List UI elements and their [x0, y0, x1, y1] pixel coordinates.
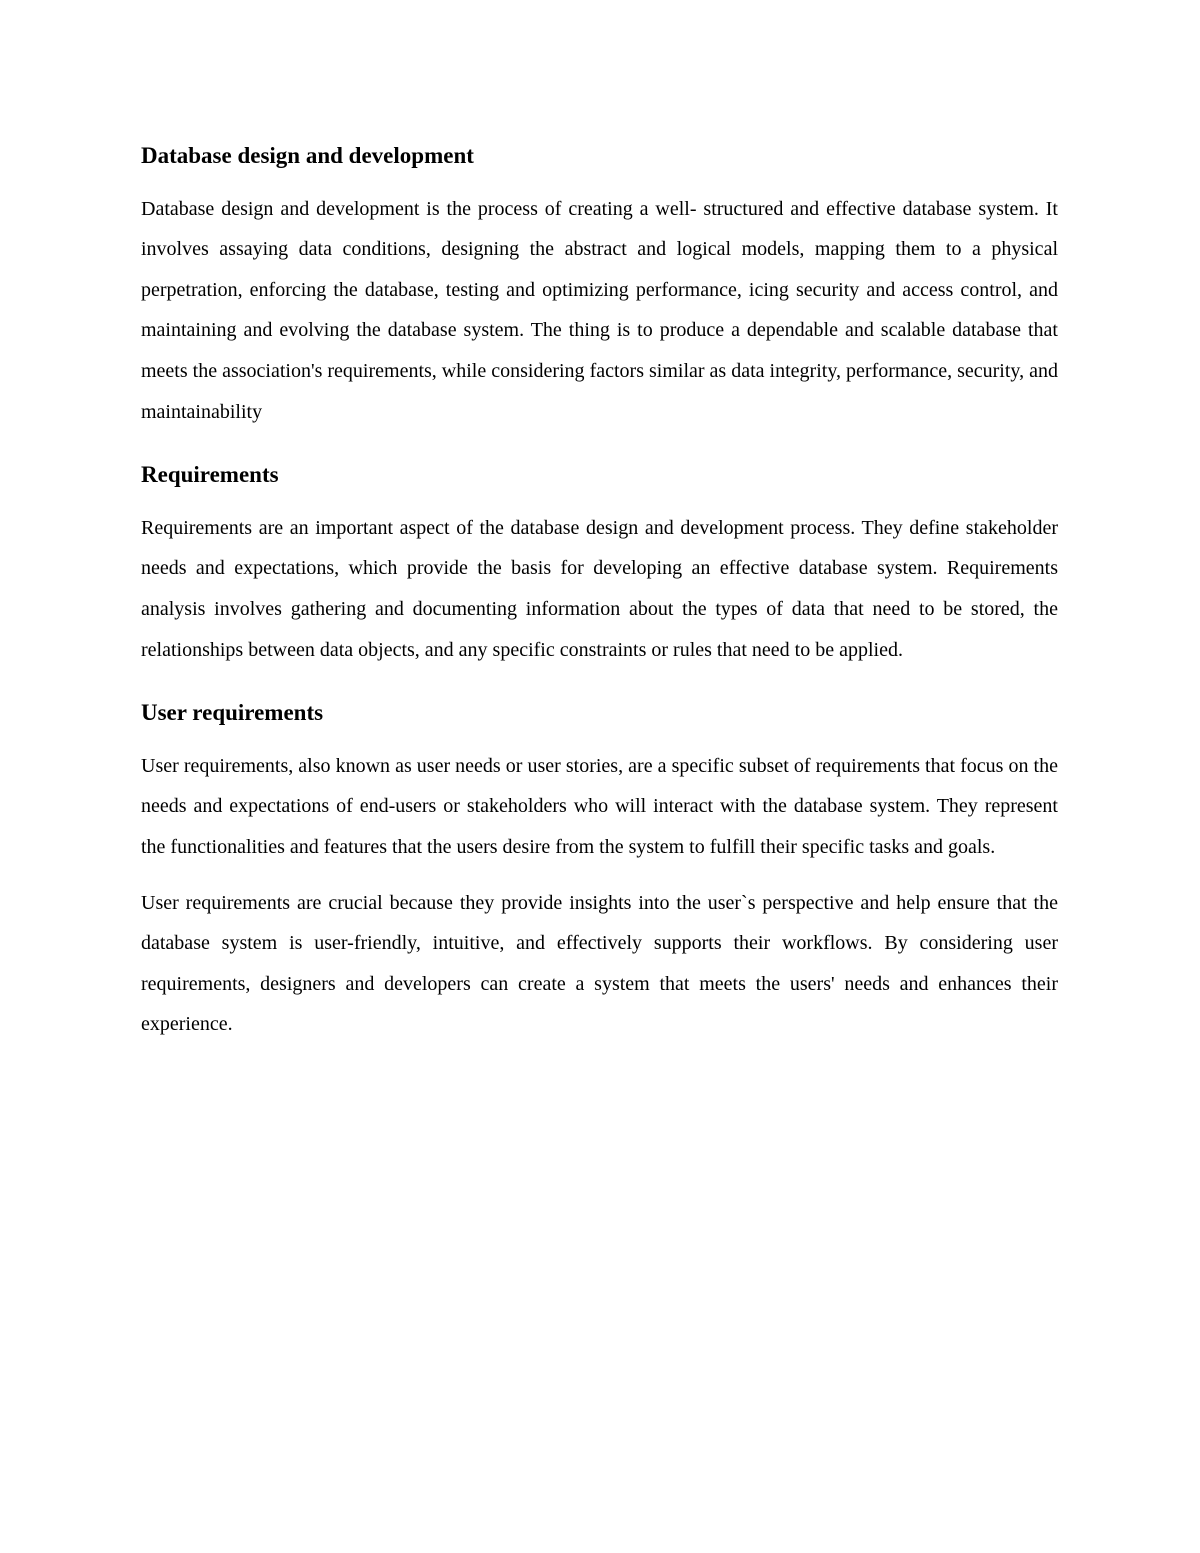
- document-body: [141, 136, 1058, 1045]
- paragraph-user-requirements-1: User requirements, also known as user needs or user stories, are a specific subset of requirements that focus on the needs and expectations of end-users or stakeholders who will interact with the database system. They represent the functionalities and features that the users desire from the system to fulfill their specific tasks and goals.: [141, 754, 1058, 858]
- paragraph-database-design: Database design and development is the process of creating a well- structured and effective database system. It involves assaying data conditions, designing the abstract and logical models, mapping them to a physical perpetration, enforcing the database, testing and optimizing performance, icing security and access control, and maintaining and evolving the database system. The thing is to produce a dependable and scalable database that meets the association's requirements, while considering factors similar as data integrity, performance, security, and maintainability: [141, 197, 1058, 423]
- section-heading-requirements: Requirements: [141, 462, 279, 488]
- paragraph-user-requirements-2: User requirements are crucial because they provide insights into the user`s perspective and help ensure that the database system is user-friendly, intuitive, and effectively supports their workflows. By considering user requirements, designers and developers can create a system that meets the users' needs and enhances their experience.: [141, 891, 1058, 1036]
- paragraph-requirements: Requirements are an important aspect of the database design and development process. They define stakeholder needs and expectations, which provide the basis for developing an effective database system. Requirements analysis involves gathering and documenting information about the types of data that need to be stored, the relationships between data objects, and any specific constraints or rules that need to be applied.: [141, 516, 1058, 661]
- spacer: [141, 489, 1058, 508]
- section-heading-database-design: Database design and development: [141, 143, 474, 168]
- spacer: [141, 868, 1058, 883]
- spacer: [141, 432, 1058, 453]
- spacer: [141, 670, 1058, 691]
- spacer: [141, 170, 1058, 189]
- spacer: [141, 727, 1058, 746]
- section-heading-user-requirements: User requirements: [141, 700, 324, 726]
